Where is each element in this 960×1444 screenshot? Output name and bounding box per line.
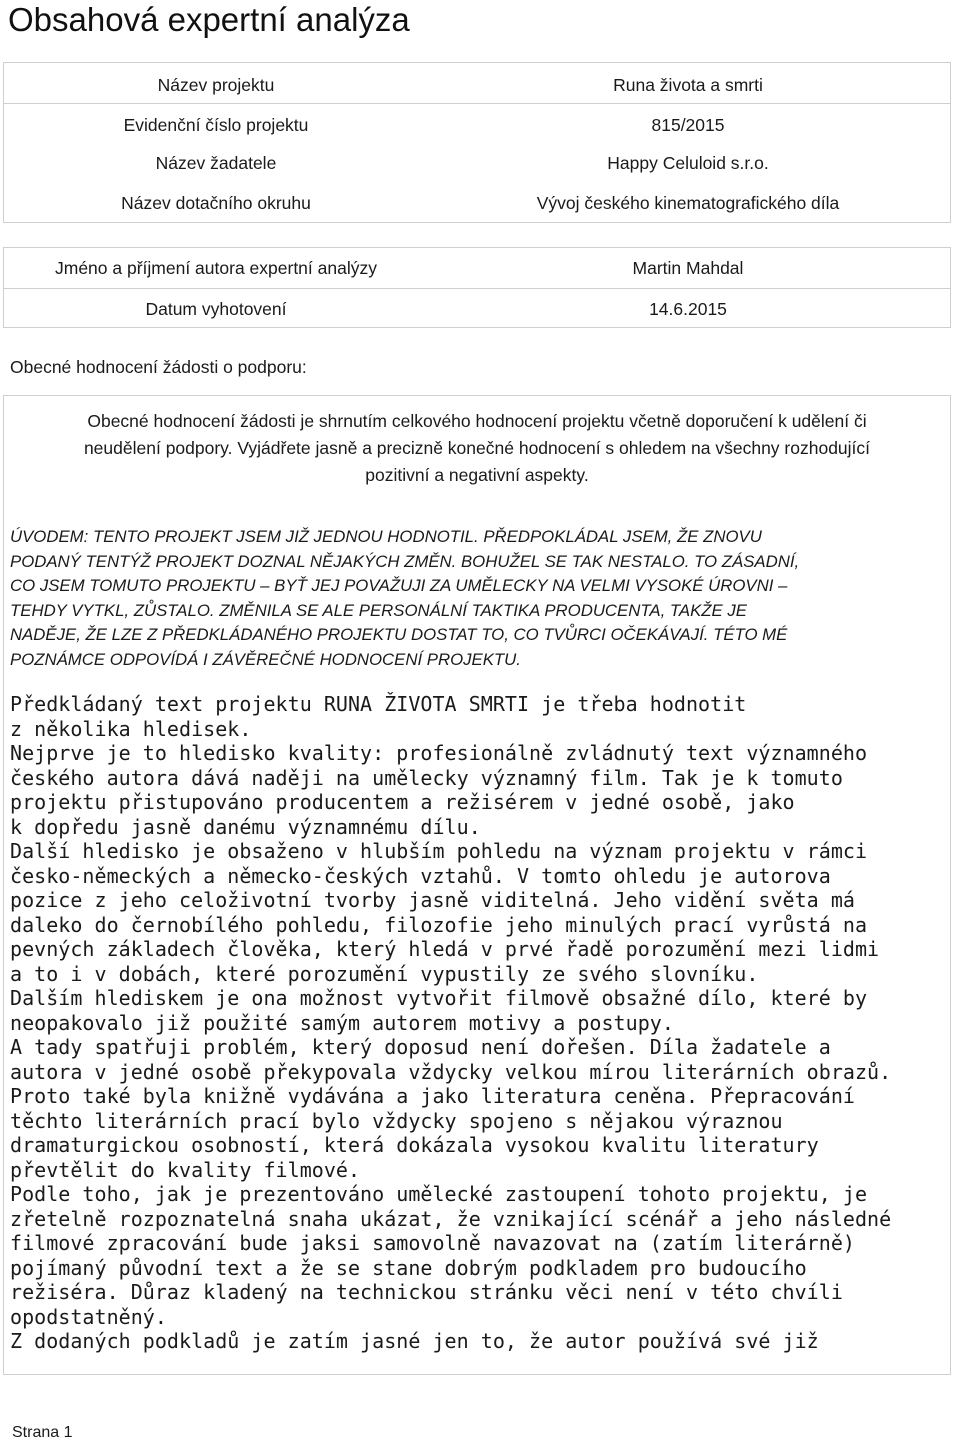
text-line: pojímaný původní text a že se stane dobrým podkladem pro budoucího (10, 1255, 807, 1280)
text-line: pozice z jeho celoživotní tvorby jasně viditelná. Jeho vidění světa má (10, 888, 855, 912)
text-line: Nejprve je to hledisko kvality: profesionálně zvládnutý text významného (10, 741, 868, 765)
row-label: Datum vyhotovení (145, 299, 287, 319)
text-line: českého autora dává naději na umělecky významný film. Tak je k tomuto (10, 765, 843, 790)
row-divider (4, 103, 950, 104)
text-line: autora v jedné osobě překypovala vždycky velkou mírou literárních obrazů. (10, 1059, 892, 1084)
text-line: z několika hledisek. (10, 716, 252, 741)
row-value: Runa života a smrti (613, 75, 763, 95)
text-line: Dalším hlediskem je ona možnost vytvořit filmově obsažné dílo, které by (10, 986, 868, 1010)
text-line: režiséra. Důraz kladený na technickou stránku věci není v této chvíli (10, 1280, 843, 1304)
text-line: převtělit do kvality filmové. (10, 1157, 361, 1182)
text-line: A tady spatřuji problém, který doposud není dořešen. Díla žadatele a (10, 1035, 831, 1059)
text-line: zřetelně rozpoznatelná snaha ukázat, že vznikající scénář a jeho následné (10, 1206, 892, 1231)
instruction-line: neudělení podpory. Vyjádřete jasně a precizně konečné hodnocení s ohledem na všechny rozhodující (83, 438, 871, 458)
text-line: pevných základech člověka, který hledá v prvé řadě porozumění mezi lidmi (10, 937, 880, 961)
row-value: 815/2015 (651, 115, 725, 135)
row-label: Název projektu (157, 75, 275, 95)
table-row (4, 289, 950, 329)
row-label: Jméno a příjmení autora expertní analýzy (55, 258, 377, 278)
text-line: česko-německých a německo-českých vztahů. V tomto ohledu je autorova (10, 863, 831, 888)
table-row (4, 248, 950, 288)
instruction-box (3, 395, 951, 495)
section-title: Obecné hodnocení žádosti o podporu: (10, 357, 307, 377)
project-info-table (3, 62, 951, 223)
table-row (4, 65, 950, 105)
text-line: dramaturgickou osobností, která dokázala vysokou kvalitu literatury (10, 1133, 819, 1157)
row-value: 14.6.2015 (649, 299, 727, 319)
text-line: neopakovalo již použité samým autorem motivy a postupy. (10, 1010, 674, 1035)
row-label: Název dotačního okruhu (121, 193, 311, 213)
text-line: projektu přistupováno producentem a režisérem v jedné osobě, jako (10, 790, 795, 814)
row-value: Martin Mahdal (632, 258, 744, 278)
row-label: Evidenční číslo projektu (123, 115, 309, 135)
row-label: Název žadatele (155, 153, 277, 173)
text-line: Z dodaných podkladů je zatím jasné jen to, že autor používá své již (10, 1329, 819, 1353)
text-line: NADĚJE, ŽE LZE Z PŘEDKLÁDANÉHO PROJEKTU DOSTAT TO, CO TVŮRCI OČEKÁVAJÍ. TÉTO MÉ (10, 625, 788, 644)
text-line: TEHDY VYTKL, ZŮSTALO. ZMĚNILA SE ALE PERSONÁLNÍ TAKTIKA PRODUCENTA, TAKŽE JE (10, 600, 747, 620)
instruction-line: pozitivní a negativní aspekty. (365, 465, 589, 485)
text-line: Podle toho, jak je prezentováno umělecké zastoupení tohoto projektu, je (10, 1182, 868, 1206)
table-row (4, 183, 950, 223)
table-row (4, 143, 950, 183)
text-line: POZNÁMCE ODPOVÍDÁ I ZÁVĚREČNÉ HODNOCENÍ PROJEKTU. (10, 649, 521, 669)
intro-paragraph (10, 525, 940, 672)
author-info-table (3, 247, 951, 328)
text-line: opodstatněný. (10, 1304, 167, 1329)
evaluation-text (10, 692, 940, 1354)
text-line: Předkládaný text projektu RUNA ŽIVOTA SMRTI je třeba hodnotit (10, 692, 747, 716)
instruction-line: Obecné hodnocení žádosti je shrnutím celkového hodnocení projektu včetně doporučení k udělení či (87, 411, 867, 431)
page-number: Strana 1 (12, 1424, 73, 1441)
text-line: PODANÝ TENTÝŽ PROJEKT DOZNAL NĚJAKÝCH ZMĚN. BOHUŽEL SE TAK NESTALO. TO ZÁSADNÍ, (10, 551, 800, 571)
text-line: ÚVODEM: TENTO PROJEKT JSEM JIŽ JEDNOU HODNOTIL. PŘEDPOKLÁDAL JSEM, ŽE ZNOVU (10, 527, 762, 546)
text-line: filmové zpracování bude jaksi samovolně navazovat na (zatím literárně) (10, 1231, 855, 1255)
text-line: a to i v dobách, které porozumění vypustily ze svého slovníku. (10, 961, 759, 986)
text-line: Další hledisko je obsaženo v hlubším pohledu na význam projektu v rámci (10, 839, 868, 863)
row-value: Happy Celuloid s.r.o. (607, 153, 769, 173)
row-value: Vývoj českého kinematografického díla (536, 193, 840, 213)
text-line: daleko do černobílého pohledu, filozofie jeho minulých prací vyrůstá na (10, 912, 868, 937)
text-line: Proto také byla knižně vydávána a jako literatura ceněna. Přepracování (10, 1084, 855, 1108)
document-title: Obsahová expertní analýza (8, 1, 410, 38)
text-line: CO JSEM TOMUTO PROJEKTU – BYŤ JEJ POVAŽUJI ZA UMĚLECKY NA VELMI VYSOKÉ ÚROVNI – (10, 576, 788, 595)
text-line: těchto literárních prací bylo vždycky spojeno s nějakou výraznou (10, 1108, 783, 1133)
table-row (4, 105, 950, 145)
text-line: k dopředu jasně danému významnému dílu. (10, 814, 481, 839)
